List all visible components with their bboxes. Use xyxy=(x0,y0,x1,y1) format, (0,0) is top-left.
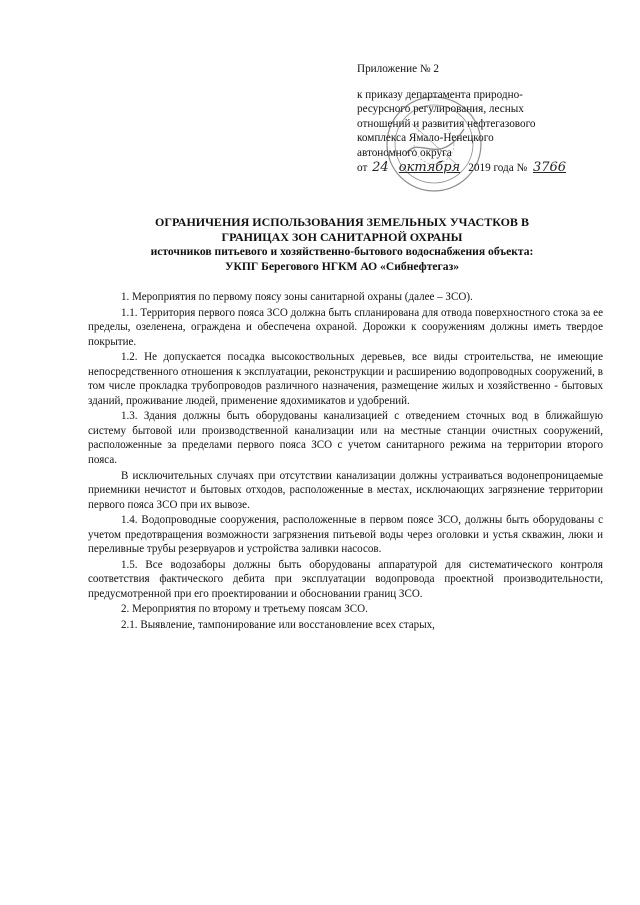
heading-line: ГРАНИЦАХ ЗОН САНИТАРНОЙ ОХРАНЫ xyxy=(221,229,463,244)
appendix-block xyxy=(357,62,619,175)
paragraph: В исключительных случаях при отсутствии канализации должны устраиваться водонепроницаемые приемники нечистот и бытовых отходов, расположенные в местах, исключающих загрязнение территории первого пояса ЗСО при их вывозе. xyxy=(88,469,603,511)
document-heading xyxy=(92,215,592,274)
date-prefix: от xyxy=(357,161,368,174)
paragraph: 1.5. Все водозаборы должны быть оборудованы аппаратурой для систематического контроля соответствия фактического дебита при эксплуатации водопровода проектной производительности, предусмотренной при его проектировании и обосновании границ ЗСО. xyxy=(88,558,603,600)
paragraph: 1. Мероприятия по первому поясу зоны санитарной охраны (далее – ЗСО). xyxy=(121,291,473,303)
paragraph: 1.4. Водопроводные сооружения, расположенные в первом поясе ЗСО, должны быть оборудованы с учетом предотвращения возможности загрязнения питьевой воды через оголовки и устья скважин, люки и переливные трубы резервуаров и устройства заливки насосов. xyxy=(88,514,603,556)
handwritten-month: октября xyxy=(398,159,461,175)
heading-line: ОГРАНИЧЕНИЯ ИСПОЛЬЗОВАНИЯ ЗЕМЕЛЬНЫХ УЧАСТКОВ В xyxy=(155,215,529,229)
paragraph: 2.1. Выявление, тампонирование или восстановление всех старых, xyxy=(121,619,435,632)
appendix-title: Приложение № 2 xyxy=(357,63,439,75)
appendix-line: ресурсного регулирования, лесных xyxy=(357,103,524,116)
handwritten-order-number: 3766 xyxy=(532,159,567,175)
paragraph: 1.3. Здания должны быть оборудованы канализацией с отведением сточных вод в ближайшую систему бытовой или производственной канализации или на местные станции очистных сооружений, расположенные за пределами первого пояса ЗСО с учетом санитарного режима на территории второго пояса. xyxy=(88,410,603,467)
heading-subline: УКПГ Берегового НГКМ АО «Сибнефтегаз» xyxy=(224,260,460,273)
heading-subline: источников питьевого и хозяйственно-бытового водоснабжения объекта: xyxy=(150,245,534,258)
handwritten-day: 24 xyxy=(372,159,389,175)
appendix-line: к приказу департамента природно- xyxy=(357,88,523,101)
date-suffix: 2019 года № xyxy=(468,161,528,174)
paragraph: 1.2. Не допускается посадка высокоствольных деревьев, все виды строительства, не имеющие непосредственного отношения к эксплуатации, реконструкции и расширению водопроводных сооружений, в том числе прокладка трубопроводов различного назначения, размещение жилых и хозяйственно - бытовых зданий, проживание людей, применение ядохимикатов и удобрений. xyxy=(88,351,603,407)
document-body xyxy=(88,290,603,634)
paragraph: 2. Мероприятия по второму и третьему поясам ЗСО. xyxy=(121,603,368,616)
appendix-line: автономного округа xyxy=(357,146,452,159)
appendix-line: отношений и развития нефтегазового xyxy=(357,117,536,130)
paragraph: 1.1. Территория первого пояса ЗСО должна быть спланирована для отвода поверхностного стока за ее пределы, озеленена, ограждена и обеспечена охраной. Дорожки к сооружениям должны иметь твердое покрытие. xyxy=(88,306,603,348)
order-date-line xyxy=(357,161,619,176)
appendix-line: комплекса Ямало-Ненецкого xyxy=(357,132,494,145)
